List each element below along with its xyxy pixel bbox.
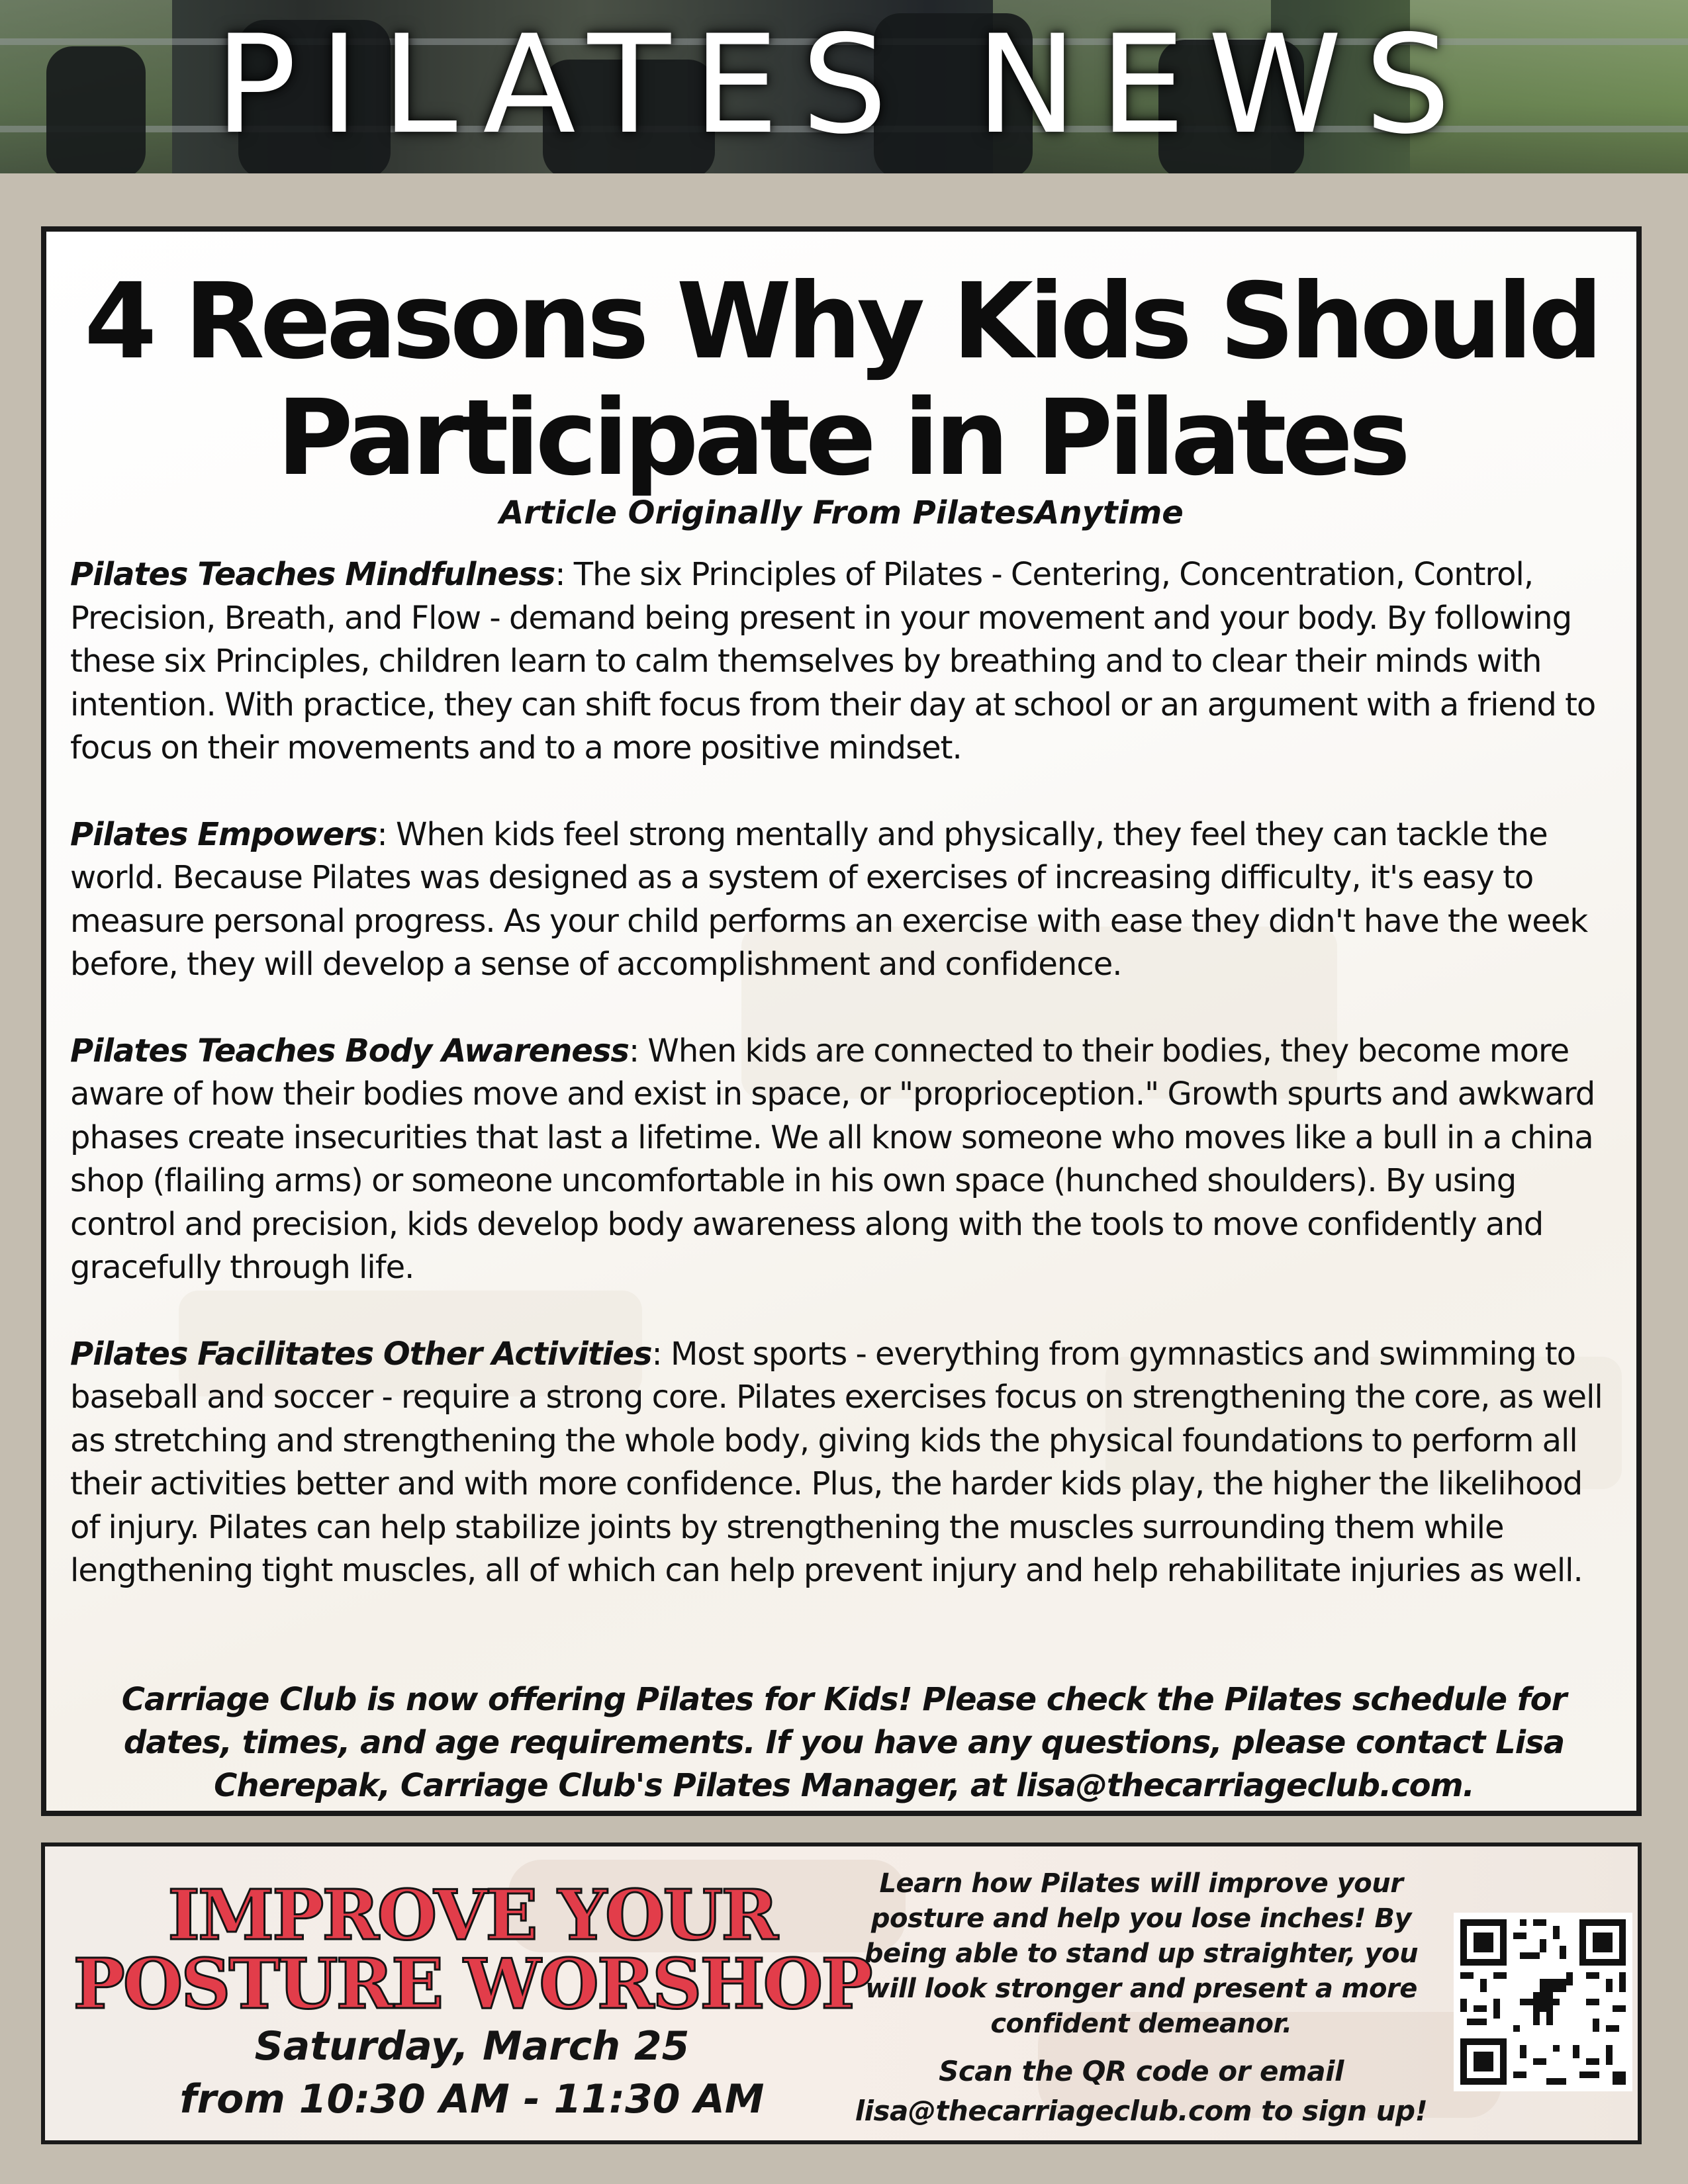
workshop-date-line-1: Saturday, March 25: [254, 2023, 690, 2070]
section-heading: Pilates Teaches Mindfulness: [70, 556, 555, 593]
newsletter-title: PILATES NEWS: [214, 7, 1474, 164]
workshop-time-line: from 10:30 AM - 11:30 AM: [179, 2076, 765, 2122]
section-heading: Pilates Teaches Body Awareness: [70, 1032, 629, 1069]
workshop-title: [65, 1874, 879, 2025]
section-heading: Pilates Facilitates Other Activities: [70, 1335, 652, 1373]
workshop-description: Learn how Pilates will improve your posture and help you lose inches! By being able to stand up straighter, you will look stronger and present a more confident demeanor.: [864, 1868, 1419, 2039]
section-text: : Most sports - everything from gymnastics and swimming to baseball and soccer - require a strong core. Pilates exercises focus on strengthening the core, as well as stretching and strengthening the whole body, giving kids the physical foundations to perform all their activities better and with more confidence. Plus, the harder kids play, the higher the likelihood of injury. Pilates can help stabilize joints by strengthening the muscles surrounding them while lengthening tight muscles, all of which can help prevent injury and help rehabilitate injuries as well.: [70, 1335, 1603, 1589]
workshop-title-line-2: POSTURE WORSHOP: [73, 1943, 871, 2025]
headline-line-1: 4 Reasons Why Kids Should: [84, 261, 1599, 383]
qr-code-icon[interactable]: [1454, 1913, 1632, 2091]
workshop-signup: [843, 2052, 1439, 2131]
workshop-box: [41, 1843, 1642, 2144]
section-text: : When kids are connected to their bodies, they become more aware of how their bodies move and exist in space, or "proprioception." Growth spurts and awkward phases create insecurities that last a lifetime. We all know someone who moves like a bull in a china shop (flailing arms) or someone uncomfortable in his own space (hunched shoulders). By using control and precision, kids develop body awareness along with the tools to move confidently and gracefully through life.: [70, 1032, 1595, 1286]
workshop-date: [85, 2020, 859, 2126]
section-heading: Pilates Empowers: [70, 815, 377, 853]
section-mindfulness: [70, 553, 1613, 770]
signup-email[interactable]: lisa@thecarriageclub.com to sign up!: [855, 2095, 1428, 2127]
closing-announcement: Carriage Club is now offering Pilates for Kids! Please check the Pilates schedule for dates, times, and age requirements. If you have any questions, please contact Lisa Cherepak, Carriage Club's Pilates Manager, at lisa@thecarriageclub.com.: [121, 1681, 1567, 1804]
section-empowers: [70, 813, 1613, 987]
article-box: [41, 226, 1642, 1816]
section-text: : When kids feel strong mentally and physically, they feel they can tackle the world. Because Pilates was designed as a system of exercises of increasing difficulty, it's easy to measure personal progress. As your child performs an exercise with ease they didn't have the week before, they will develop a sense of accomplishment and confidence.: [70, 815, 1588, 983]
article-headline: [46, 261, 1636, 499]
workshop-title-line-1: IMPROVE YOUR: [167, 1874, 776, 1956]
article-byline: Article Originally From PilatesAnytime: [499, 494, 1184, 531]
section-text: : The six Principles of Pilates - Centering, Concentration, Control, Precision, Breath, and Flow - demand being present in your movement and your body. By following these six Principles, children learn to calm themselves by breathing and to clear their minds with intention. With practice, they can shift focus from their day at school or an argument with a friend to focus on their movements and to a more positive mindset.: [70, 556, 1596, 766]
article-body: [70, 553, 1613, 1636]
signup-line-1: Scan the QR code or email: [939, 2055, 1344, 2087]
section-body-awareness: [70, 1030, 1613, 1290]
section-other-activities: [70, 1333, 1613, 1593]
header-banner: [0, 0, 1688, 173]
headline-line-2: Participate in Pilates: [276, 377, 1407, 499]
